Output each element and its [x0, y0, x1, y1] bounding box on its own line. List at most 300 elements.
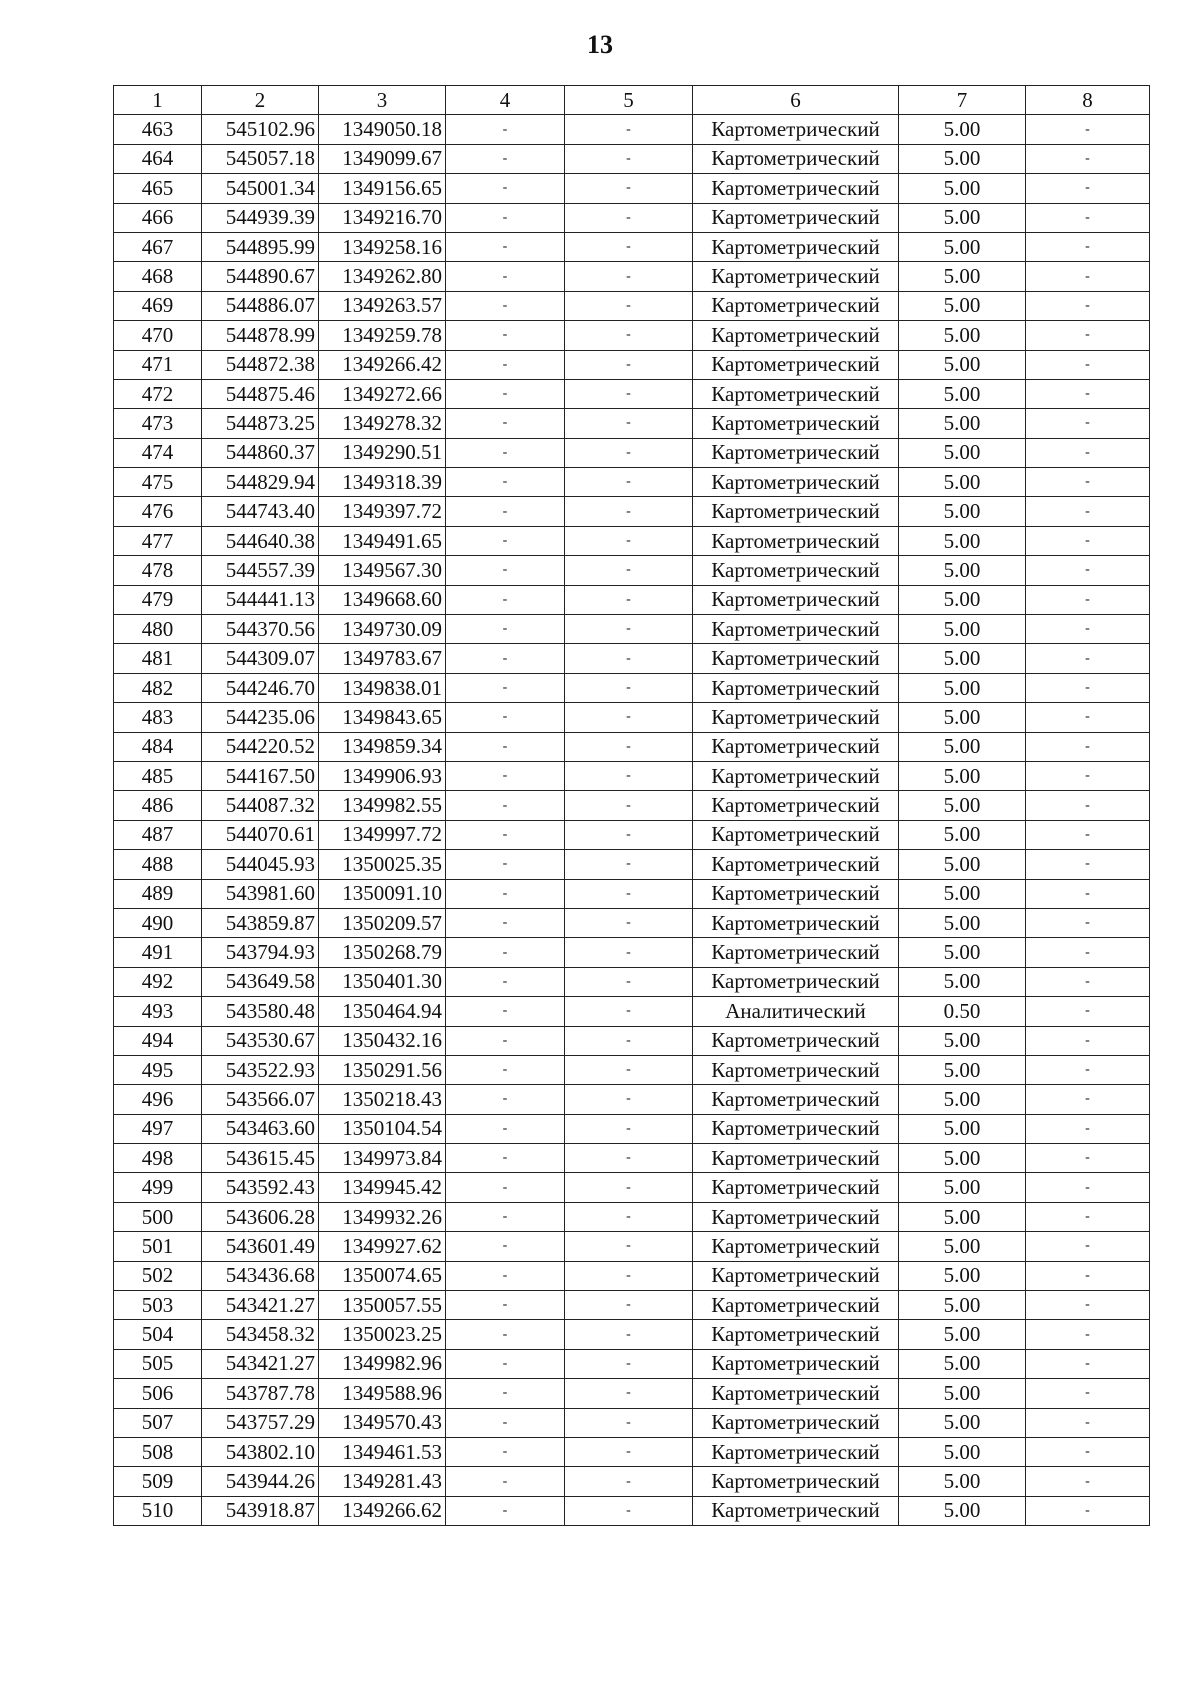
column-4-cell: -: [446, 1173, 565, 1202]
accuracy-cell: 5.00: [899, 1114, 1026, 1143]
point-number-cell: 473: [114, 409, 202, 438]
table-row: [114, 644, 1150, 673]
point-number-cell: 463: [114, 115, 202, 144]
y-coordinate-cell: 1349906.93: [319, 761, 446, 790]
accuracy-cell: 5.00: [899, 938, 1026, 967]
x-coordinate-cell: 544873.25: [202, 409, 319, 438]
table-row: [114, 409, 1150, 438]
method-cell: Картометрический: [693, 879, 899, 908]
column-8-cell: -: [1026, 791, 1150, 820]
column-5-cell: -: [565, 174, 693, 203]
column-4-cell: -: [446, 1055, 565, 1084]
column-5-cell: -: [565, 1261, 693, 1290]
column-8-cell: -: [1026, 1320, 1150, 1349]
column-8-cell: -: [1026, 1055, 1150, 1084]
table-row: [114, 526, 1150, 555]
y-coordinate-cell: 1349290.51: [319, 438, 446, 467]
column-8-cell: -: [1026, 1026, 1150, 1055]
y-coordinate-cell: 1349567.30: [319, 556, 446, 585]
column-4-cell: -: [446, 615, 565, 644]
y-coordinate-cell: 1349588.96: [319, 1379, 446, 1408]
column-4-cell: -: [446, 820, 565, 849]
x-coordinate-cell: 544895.99: [202, 232, 319, 261]
header-cell: 6: [693, 86, 899, 115]
table-row: [114, 938, 1150, 967]
column-4-cell: -: [446, 1085, 565, 1114]
column-4-cell: -: [446, 732, 565, 761]
y-coordinate-cell: 1349973.84: [319, 1144, 446, 1173]
method-cell: Картометрический: [693, 1055, 899, 1084]
accuracy-cell: 5.00: [899, 820, 1026, 849]
method-cell: Картометрический: [693, 321, 899, 350]
column-8-cell: -: [1026, 1232, 1150, 1261]
accuracy-cell: 5.00: [899, 1408, 1026, 1437]
method-cell: Картометрический: [693, 644, 899, 673]
method-cell: Картометрический: [693, 1026, 899, 1055]
x-coordinate-cell: 544220.52: [202, 732, 319, 761]
x-coordinate-cell: 543580.48: [202, 997, 319, 1026]
x-coordinate-cell: 544246.70: [202, 673, 319, 702]
x-coordinate-cell: 543981.60: [202, 879, 319, 908]
column-8-cell: -: [1026, 1114, 1150, 1143]
y-coordinate-cell: 1350057.55: [319, 1291, 446, 1320]
method-cell: Картометрический: [693, 1349, 899, 1378]
accuracy-cell: 5.00: [899, 291, 1026, 320]
column-8-cell: -: [1026, 556, 1150, 585]
table-row: [114, 585, 1150, 614]
y-coordinate-cell: 1349216.70: [319, 203, 446, 232]
column-8-cell: -: [1026, 1437, 1150, 1466]
table-row: [114, 379, 1150, 408]
x-coordinate-cell: 544829.94: [202, 468, 319, 497]
x-coordinate-cell: 544872.38: [202, 350, 319, 379]
column-4-cell: -: [446, 438, 565, 467]
x-coordinate-cell: 544640.38: [202, 526, 319, 555]
column-8-cell: -: [1026, 908, 1150, 937]
column-4-cell: -: [446, 1291, 565, 1320]
point-number-cell: 493: [114, 997, 202, 1026]
x-coordinate-cell: 544860.37: [202, 438, 319, 467]
method-cell: Картометрический: [693, 732, 899, 761]
point-number-cell: 464: [114, 144, 202, 173]
x-coordinate-cell: 543944.26: [202, 1467, 319, 1496]
column-5-cell: -: [565, 1055, 693, 1084]
y-coordinate-cell: 1349668.60: [319, 585, 446, 614]
column-4-cell: -: [446, 1320, 565, 1349]
method-cell: Картометрический: [693, 1202, 899, 1231]
y-coordinate-cell: 1349281.43: [319, 1467, 446, 1496]
table-body: [114, 86, 1150, 1526]
x-coordinate-cell: 543757.29: [202, 1408, 319, 1437]
column-4-cell: -: [446, 908, 565, 937]
column-5-cell: -: [565, 1291, 693, 1320]
x-coordinate-cell: 544441.13: [202, 585, 319, 614]
point-number-cell: 510: [114, 1496, 202, 1525]
accuracy-cell: 0.50: [899, 997, 1026, 1026]
table-row: [114, 1261, 1150, 1290]
accuracy-cell: 5.00: [899, 321, 1026, 350]
column-8-cell: -: [1026, 144, 1150, 173]
column-4-cell: -: [446, 1437, 565, 1466]
column-5-cell: -: [565, 997, 693, 1026]
y-coordinate-cell: 1350091.10: [319, 879, 446, 908]
point-number-cell: 502: [114, 1261, 202, 1290]
column-5-cell: -: [565, 379, 693, 408]
accuracy-cell: 5.00: [899, 556, 1026, 585]
method-cell: Картометрический: [693, 409, 899, 438]
header-cell: 7: [899, 86, 1026, 115]
method-cell: Картометрический: [693, 820, 899, 849]
accuracy-cell: 5.00: [899, 1349, 1026, 1378]
table-row: [114, 732, 1150, 761]
point-number-cell: 469: [114, 291, 202, 320]
accuracy-cell: 5.00: [899, 1291, 1026, 1320]
table-row: [114, 115, 1150, 144]
method-cell: Картометрический: [693, 1144, 899, 1173]
table-row: [114, 144, 1150, 173]
column-4-cell: -: [446, 879, 565, 908]
accuracy-cell: 5.00: [899, 703, 1026, 732]
column-8-cell: -: [1026, 615, 1150, 644]
accuracy-cell: 5.00: [899, 438, 1026, 467]
column-8-cell: -: [1026, 1085, 1150, 1114]
method-cell: Картометрический: [693, 262, 899, 291]
point-number-cell: 507: [114, 1408, 202, 1437]
column-4-cell: -: [446, 1467, 565, 1496]
method-cell: Картометрический: [693, 761, 899, 790]
column-8-cell: -: [1026, 174, 1150, 203]
point-number-cell: 499: [114, 1173, 202, 1202]
point-number-cell: 492: [114, 967, 202, 996]
point-number-cell: 495: [114, 1055, 202, 1084]
column-8-cell: -: [1026, 262, 1150, 291]
table-row: [114, 350, 1150, 379]
y-coordinate-cell: 1349262.80: [319, 262, 446, 291]
column-4-cell: -: [446, 1408, 565, 1437]
x-coordinate-cell: 543421.27: [202, 1291, 319, 1320]
method-cell: Аналитический: [693, 997, 899, 1026]
point-number-cell: 482: [114, 673, 202, 702]
accuracy-cell: 5.00: [899, 1232, 1026, 1261]
table-row: [114, 820, 1150, 849]
column-8-cell: -: [1026, 673, 1150, 702]
point-number-cell: 509: [114, 1467, 202, 1496]
table-row: [114, 1408, 1150, 1437]
column-5-cell: -: [565, 232, 693, 261]
accuracy-cell: 5.00: [899, 908, 1026, 937]
column-5-cell: -: [565, 732, 693, 761]
column-8-cell: -: [1026, 1408, 1150, 1437]
accuracy-cell: 5.00: [899, 262, 1026, 291]
table-row: [114, 703, 1150, 732]
x-coordinate-cell: 544886.07: [202, 291, 319, 320]
accuracy-cell: 5.00: [899, 526, 1026, 555]
column-4-cell: -: [446, 585, 565, 614]
table-row: [114, 1202, 1150, 1231]
accuracy-cell: 5.00: [899, 967, 1026, 996]
column-5-cell: -: [565, 115, 693, 144]
column-8-cell: -: [1026, 938, 1150, 967]
point-number-cell: 477: [114, 526, 202, 555]
accuracy-cell: 5.00: [899, 379, 1026, 408]
table-row: [114, 291, 1150, 320]
table-row: [114, 791, 1150, 820]
table-row: [114, 174, 1150, 203]
column-4-cell: -: [446, 232, 565, 261]
x-coordinate-cell: 544235.06: [202, 703, 319, 732]
y-coordinate-cell: 1350432.16: [319, 1026, 446, 1055]
column-4-cell: -: [446, 350, 565, 379]
table-row: [114, 1114, 1150, 1143]
column-5-cell: -: [565, 791, 693, 820]
y-coordinate-cell: 1350268.79: [319, 938, 446, 967]
column-8-cell: -: [1026, 703, 1150, 732]
x-coordinate-cell: 544045.93: [202, 850, 319, 879]
y-coordinate-cell: 1349982.55: [319, 791, 446, 820]
y-coordinate-cell: 1349859.34: [319, 732, 446, 761]
accuracy-cell: 5.00: [899, 1173, 1026, 1202]
column-5-cell: -: [565, 703, 693, 732]
table-row: [114, 232, 1150, 261]
table-row: [114, 262, 1150, 291]
table-row: [114, 967, 1150, 996]
accuracy-cell: 5.00: [899, 1085, 1026, 1114]
x-coordinate-cell: 544743.40: [202, 497, 319, 526]
method-cell: Картометрический: [693, 1467, 899, 1496]
x-coordinate-cell: 544939.39: [202, 203, 319, 232]
y-coordinate-cell: 1349050.18: [319, 115, 446, 144]
column-5-cell: -: [565, 144, 693, 173]
method-cell: Картометрический: [693, 203, 899, 232]
accuracy-cell: 5.00: [899, 615, 1026, 644]
method-cell: Картометрический: [693, 1232, 899, 1261]
column-5-cell: -: [565, 1144, 693, 1173]
y-coordinate-cell: 1349156.65: [319, 174, 446, 203]
column-4-cell: -: [446, 174, 565, 203]
table-row: [114, 615, 1150, 644]
column-5-cell: -: [565, 438, 693, 467]
y-coordinate-cell: 1349266.62: [319, 1496, 446, 1525]
column-8-cell: -: [1026, 1349, 1150, 1378]
x-coordinate-cell: 544875.46: [202, 379, 319, 408]
column-5-cell: -: [565, 1467, 693, 1496]
x-coordinate-cell: 543601.49: [202, 1232, 319, 1261]
y-coordinate-cell: 1350464.94: [319, 997, 446, 1026]
method-cell: Картометрический: [693, 585, 899, 614]
table-row: [114, 556, 1150, 585]
y-coordinate-cell: 1349982.96: [319, 1349, 446, 1378]
x-coordinate-cell: 543859.87: [202, 908, 319, 937]
y-coordinate-cell: 1349843.65: [319, 703, 446, 732]
x-coordinate-cell: 543463.60: [202, 1114, 319, 1143]
column-4-cell: -: [446, 673, 565, 702]
column-5-cell: -: [565, 1232, 693, 1261]
accuracy-cell: 5.00: [899, 350, 1026, 379]
column-8-cell: -: [1026, 203, 1150, 232]
y-coordinate-cell: 1350291.56: [319, 1055, 446, 1084]
y-coordinate-cell: 1349461.53: [319, 1437, 446, 1466]
column-5-cell: -: [565, 850, 693, 879]
column-4-cell: -: [446, 379, 565, 408]
table-row: [114, 1467, 1150, 1496]
x-coordinate-cell: 543436.68: [202, 1261, 319, 1290]
y-coordinate-cell: 1349278.32: [319, 409, 446, 438]
table-row: [114, 1291, 1150, 1320]
method-cell: Картометрический: [693, 174, 899, 203]
method-cell: Картометрический: [693, 1261, 899, 1290]
y-coordinate-cell: 1350218.43: [319, 1085, 446, 1114]
x-coordinate-cell: 543592.43: [202, 1173, 319, 1202]
method-cell: Картометрический: [693, 438, 899, 467]
column-5-cell: -: [565, 673, 693, 702]
table-row: [114, 1144, 1150, 1173]
header-cell: 2: [202, 86, 319, 115]
y-coordinate-cell: 1349997.72: [319, 820, 446, 849]
column-4-cell: -: [446, 321, 565, 350]
header-cell: 5: [565, 86, 693, 115]
y-coordinate-cell: 1349730.09: [319, 615, 446, 644]
accuracy-cell: 5.00: [899, 468, 1026, 497]
point-number-cell: 470: [114, 321, 202, 350]
method-cell: Картометрический: [693, 556, 899, 585]
column-4-cell: -: [446, 938, 565, 967]
column-4-cell: -: [446, 1261, 565, 1290]
method-cell: Картометрический: [693, 1085, 899, 1114]
y-coordinate-cell: 1349927.62: [319, 1232, 446, 1261]
column-5-cell: -: [565, 409, 693, 438]
column-5-cell: -: [565, 585, 693, 614]
point-number-cell: 484: [114, 732, 202, 761]
header-row: [114, 86, 1150, 115]
method-cell: Картометрический: [693, 1379, 899, 1408]
y-coordinate-cell: 1350074.65: [319, 1261, 446, 1290]
accuracy-cell: 5.00: [899, 232, 1026, 261]
column-5-cell: -: [565, 1085, 693, 1114]
column-4-cell: -: [446, 1379, 565, 1408]
page-number: 13: [587, 30, 613, 59]
column-5-cell: -: [565, 967, 693, 996]
column-8-cell: -: [1026, 468, 1150, 497]
accuracy-cell: 5.00: [899, 409, 1026, 438]
column-4-cell: -: [446, 1202, 565, 1231]
column-4-cell: -: [446, 1349, 565, 1378]
column-8-cell: -: [1026, 1496, 1150, 1525]
method-cell: Картометрический: [693, 1437, 899, 1466]
y-coordinate-cell: 1349258.16: [319, 232, 446, 261]
accuracy-cell: 5.00: [899, 673, 1026, 702]
point-number-cell: 466: [114, 203, 202, 232]
column-8-cell: -: [1026, 1202, 1150, 1231]
point-number-cell: 483: [114, 703, 202, 732]
point-number-cell: 490: [114, 908, 202, 937]
accuracy-cell: 5.00: [899, 1144, 1026, 1173]
y-coordinate-cell: 1350104.54: [319, 1114, 446, 1143]
y-coordinate-cell: 1349491.65: [319, 526, 446, 555]
method-cell: Картометрический: [693, 497, 899, 526]
method-cell: Картометрический: [693, 673, 899, 702]
y-coordinate-cell: 1349272.66: [319, 379, 446, 408]
point-number-cell: 478: [114, 556, 202, 585]
point-number-cell: 491: [114, 938, 202, 967]
accuracy-cell: 5.00: [899, 879, 1026, 908]
point-number-cell: 494: [114, 1026, 202, 1055]
column-8-cell: -: [1026, 997, 1150, 1026]
x-coordinate-cell: 544890.67: [202, 262, 319, 291]
column-4-cell: -: [446, 644, 565, 673]
table-row: [114, 1085, 1150, 1114]
column-5-cell: -: [565, 820, 693, 849]
x-coordinate-cell: 543566.07: [202, 1085, 319, 1114]
column-5-cell: -: [565, 262, 693, 291]
method-cell: Картометрический: [693, 908, 899, 937]
accuracy-cell: 5.00: [899, 1437, 1026, 1466]
table-row: [114, 997, 1150, 1026]
column-5-cell: -: [565, 1349, 693, 1378]
column-8-cell: -: [1026, 850, 1150, 879]
point-number-cell: 481: [114, 644, 202, 673]
accuracy-cell: 5.00: [899, 1055, 1026, 1084]
header-cell: 1: [114, 86, 202, 115]
column-4-cell: -: [446, 468, 565, 497]
method-cell: Картометрический: [693, 615, 899, 644]
point-number-cell: 471: [114, 350, 202, 379]
table-row: [114, 1437, 1150, 1466]
x-coordinate-cell: 543802.10: [202, 1437, 319, 1466]
point-number-cell: 496: [114, 1085, 202, 1114]
accuracy-cell: 5.00: [899, 1261, 1026, 1290]
column-5-cell: -: [565, 938, 693, 967]
x-coordinate-cell: 544309.07: [202, 644, 319, 673]
column-5-cell: -: [565, 556, 693, 585]
table-row: [114, 1320, 1150, 1349]
point-number-cell: 500: [114, 1202, 202, 1231]
column-5-cell: -: [565, 1496, 693, 1525]
method-cell: Картометрический: [693, 1320, 899, 1349]
method-cell: Картометрический: [693, 703, 899, 732]
x-coordinate-cell: 545102.96: [202, 115, 319, 144]
column-5-cell: -: [565, 761, 693, 790]
column-4-cell: -: [446, 1144, 565, 1173]
column-5-cell: -: [565, 350, 693, 379]
method-cell: Картометрический: [693, 379, 899, 408]
x-coordinate-cell: 544370.56: [202, 615, 319, 644]
table-row: [114, 850, 1150, 879]
point-number-cell: 503: [114, 1291, 202, 1320]
column-4-cell: -: [446, 997, 565, 1026]
table-row: [114, 1055, 1150, 1084]
x-coordinate-cell: 543421.27: [202, 1349, 319, 1378]
column-5-cell: -: [565, 879, 693, 908]
column-8-cell: -: [1026, 438, 1150, 467]
method-cell: Картометрический: [693, 350, 899, 379]
column-5-cell: -: [565, 1379, 693, 1408]
point-number-cell: 472: [114, 379, 202, 408]
x-coordinate-cell: 544878.99: [202, 321, 319, 350]
point-number-cell: 486: [114, 791, 202, 820]
method-cell: Картометрический: [693, 791, 899, 820]
accuracy-cell: 5.00: [899, 1467, 1026, 1496]
point-number-cell: 475: [114, 468, 202, 497]
column-4-cell: -: [446, 556, 565, 585]
table-row: [114, 673, 1150, 702]
column-8-cell: -: [1026, 585, 1150, 614]
x-coordinate-cell: 543794.93: [202, 938, 319, 967]
column-4-cell: -: [446, 526, 565, 555]
table-row: [114, 468, 1150, 497]
y-coordinate-cell: 1349838.01: [319, 673, 446, 702]
table-row: [114, 321, 1150, 350]
column-4-cell: -: [446, 203, 565, 232]
